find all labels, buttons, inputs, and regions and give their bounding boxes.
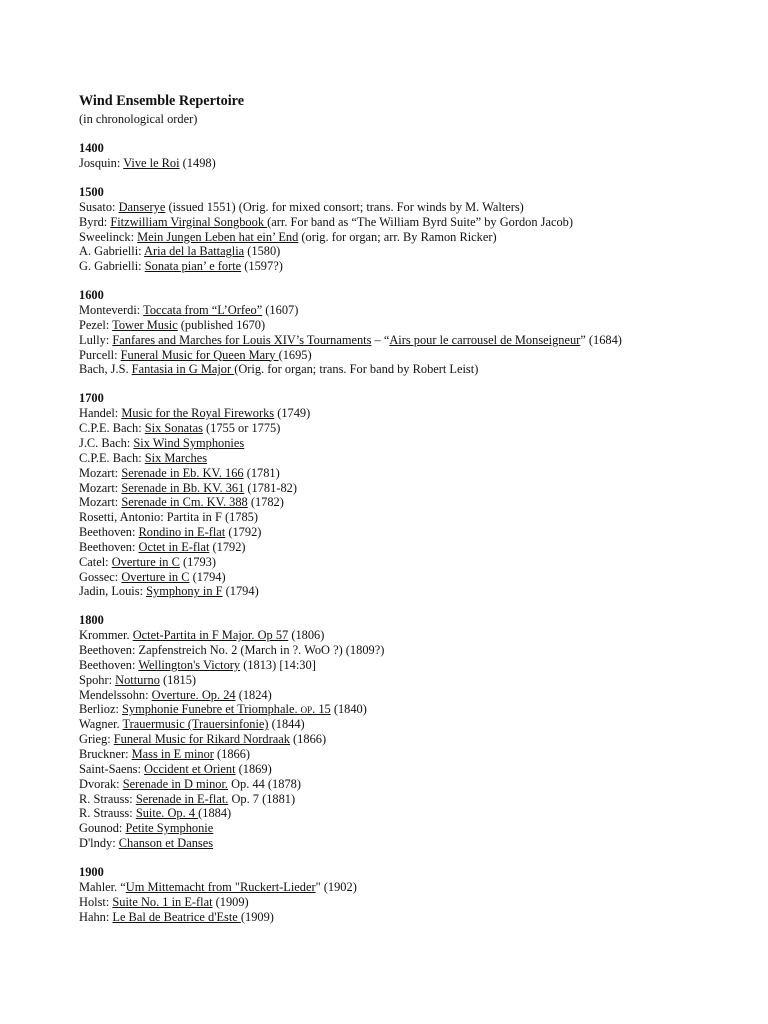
repertoire-entry <box>79 318 728 333</box>
repertoire-entry <box>79 362 728 377</box>
work-title-link[interactable] <box>121 495 247 509</box>
period-heading: 1400 <box>79 141 104 155</box>
repertoire-entry <box>79 777 728 792</box>
work-title-text: Toccata from “L’Orfeo” <box>143 303 263 318</box>
repertoire-entry <box>79 303 728 318</box>
work-title-link[interactable] <box>144 762 236 776</box>
work-details: (1824) <box>235 687 272 702</box>
repertoire-entry <box>79 688 728 703</box>
work-details: (1815) <box>159 672 197 687</box>
work-title-link[interactable] <box>145 259 241 273</box>
composer-label: C.P.E. Bach: <box>79 421 145 436</box>
work-title-link[interactable] <box>121 570 189 584</box>
period-section <box>79 185 728 274</box>
work-title-text: Trauermusic (Trauersinfonie) <box>122 717 269 732</box>
composer-label: Gossec: <box>79 569 122 584</box>
period-section <box>79 288 728 377</box>
work-title-link[interactable] <box>123 717 269 731</box>
work-title-text: Danserye <box>118 199 166 214</box>
composer-label: Bach, J.S. <box>79 362 132 377</box>
work-title-text: Fitzwilliam Virginal Songbook <box>110 214 268 229</box>
work-title-link[interactable] <box>121 466 243 480</box>
composer-label: Mahler. “ <box>79 879 126 894</box>
work-title-text: Um Mittemacht from "Ruckert-Lieder <box>125 879 316 894</box>
repertoire-entry <box>79 451 728 466</box>
work-details: (1840) <box>330 702 367 717</box>
work-title-text: Six Wind Symphonies <box>133 435 245 450</box>
period-heading: 1800 <box>79 613 104 628</box>
work-details: (arr. For band as “The William Byrd Suite” by Gordon Jacob) <box>267 214 573 229</box>
work-title-link[interactable] <box>145 421 203 435</box>
work-title-link[interactable] <box>119 836 213 850</box>
composer-label: Mendelssohn: <box>79 687 152 702</box>
work-details: " (1902) <box>315 879 357 894</box>
repertoire-entry <box>79 732 728 747</box>
repertoire-entry <box>79 717 728 732</box>
work-details: Op. 44 (1878) <box>228 776 301 791</box>
work-title-link[interactable] <box>121 348 279 362</box>
work-title-tail: . 15 <box>312 702 331 717</box>
repertoire-entry <box>79 495 728 510</box>
repertoire-entry <box>79 406 728 421</box>
work-title-text: Symphonie Funebre et Triomphale. <box>122 702 301 717</box>
work-details: (1884) <box>198 806 232 821</box>
work-details: (1866) <box>213 747 251 761</box>
work-title-link[interactable] <box>139 540 210 554</box>
work-title-link[interactable] <box>132 747 214 761</box>
repertoire-entry <box>79 880 728 895</box>
period-heading: 1900 <box>79 864 104 879</box>
work-details: (1794) <box>189 569 226 584</box>
work-details: (1869) <box>235 761 272 776</box>
work-title-text: Fantasia in G Major <box>131 362 235 377</box>
composer-label: C.P.E. Bach: <box>79 450 145 465</box>
composer-label: Dvorak: <box>79 776 123 791</box>
work-title-link[interactable] <box>112 555 180 569</box>
work-title-link[interactable] <box>138 658 240 672</box>
repertoire-entry <box>79 910 728 925</box>
work-details: (1806) <box>288 628 325 643</box>
work-title-link[interactable]: Airs pour le carrousel de Monseigneur <box>389 332 581 347</box>
repertoire-entry <box>79 628 728 643</box>
work-title-text: Serenade in Bb. KV. 361 <box>121 480 245 495</box>
work-details: (1781-82) <box>244 480 297 495</box>
work-details: – “ <box>371 332 390 347</box>
work-title-text: Music for the Royal Fireworks <box>121 406 275 421</box>
repertoire-entry <box>79 673 728 688</box>
work-title-text: Funeral Music for Queen Mary <box>120 347 279 362</box>
composer-label: Krommer. <box>79 628 133 643</box>
work-title-text: Petite Symphonie <box>125 821 214 836</box>
work-title-text: Le Bal de Beatrice d'Este <box>112 909 241 924</box>
repertoire-entry <box>79 643 728 658</box>
work-title-text: Mass in E minor <box>131 747 214 761</box>
work-title-text: Funeral Music for Rikard Nordraak <box>113 732 290 747</box>
repertoire-entry <box>79 555 728 570</box>
work-title-link[interactable] <box>121 406 274 420</box>
repertoire-entry <box>79 792 728 807</box>
work-title-link[interactable] <box>112 333 371 347</box>
composer-label: Hahn: <box>79 909 113 924</box>
work-title-text: Chanson et Danses <box>118 836 214 851</box>
period-section <box>79 391 728 599</box>
repertoire-entry <box>79 244 728 259</box>
repertoire-entry <box>79 762 728 777</box>
work-details: (1755 or 1775) <box>202 421 281 436</box>
work-details: (1866) <box>289 732 327 747</box>
work-details: (1695) <box>278 347 312 362</box>
work-title-link[interactable] <box>115 673 160 687</box>
repertoire-entry <box>79 658 728 673</box>
work-details: (1781) <box>243 465 280 480</box>
work-title-text: Six Marches <box>144 450 208 465</box>
repertoire-entry <box>79 836 728 851</box>
work-details: (1844) <box>268 717 305 732</box>
work-title-link[interactable] <box>143 303 262 317</box>
composer-label: Bruckner: <box>79 747 132 761</box>
work-details: (Orig. for organ; trans. For band by Robert Leist) <box>234 362 479 377</box>
work-title-link[interactable] <box>112 318 178 332</box>
work-title-text: Serenade in E-flat. <box>135 791 229 806</box>
repertoire-entry <box>79 584 728 599</box>
work-title-link[interactable] <box>132 362 235 376</box>
repertoire-entry <box>79 821 728 836</box>
work-details: (1792) <box>209 539 246 554</box>
work-title-smallcaps: op <box>300 702 313 717</box>
composer-label: Wagner. <box>79 717 123 732</box>
composer-label: Lully: <box>79 332 113 347</box>
work-title-text: Serenade in Eb. KV. 166 <box>121 465 244 480</box>
period-heading: 1600 <box>79 288 104 303</box>
composer-label: Beethoven: Zapfenstreich No. 2 (March in ?. WoO ?) (1809?) <box>79 643 385 658</box>
work-title-text: Fanfares and Marches for Louis XIV’s Tournaments <box>112 332 372 347</box>
work-title-text: Six Sonatas <box>144 421 203 436</box>
repertoire-entry <box>79 348 728 363</box>
period-heading: 1500 <box>79 184 104 199</box>
period-section <box>79 141 728 171</box>
work-title-text: Sonata pian’ e forte <box>144 259 242 274</box>
work-title-link[interactable] <box>114 732 290 746</box>
composer-label: Mozart: <box>79 495 122 510</box>
repertoire-entry <box>79 200 728 215</box>
composer-label: Saint-Saens: <box>79 761 145 776</box>
repertoire-entry <box>79 436 728 451</box>
work-title-text: Serenade in Cm. KV. 388 <box>121 495 248 510</box>
composer-label: Gounod: <box>79 821 126 836</box>
work-title-text: Overture in C <box>121 569 190 584</box>
repertoire-entry <box>79 466 728 481</box>
repertoire-entry <box>79 481 728 496</box>
work-details: (1498) <box>179 156 216 170</box>
work-title-link[interactable] <box>121 481 244 495</box>
work-title-text: Serenade in D minor. <box>122 776 228 791</box>
composer-label: Handel: <box>79 406 122 421</box>
work-title-text: Tower Music <box>112 317 178 332</box>
work-title-link[interactable] <box>126 880 316 894</box>
composer-label: Beethoven: <box>79 525 139 540</box>
period-section <box>79 865 728 925</box>
composer-label: Mozart: <box>79 465 122 480</box>
work-details: (1909) <box>240 909 274 924</box>
work-title-link[interactable] <box>145 451 207 465</box>
work-title-link[interactable] <box>152 688 236 702</box>
composer-label: Beethoven: <box>79 657 139 672</box>
repertoire-entry <box>79 540 728 555</box>
composer-label: Rosetti, Antonio: Partita in F (1785) <box>79 510 258 525</box>
work-details: (1597?) <box>241 259 283 274</box>
work-title-text: Notturno <box>115 672 160 687</box>
period-section <box>79 613 728 851</box>
work-details: (1749) <box>274 406 311 421</box>
composer-label: Josquin: <box>79 156 124 170</box>
composer-label: J.C. Bach: <box>79 435 134 450</box>
composer-label: Holst: <box>79 894 113 909</box>
work-title-link[interactable] <box>123 156 179 170</box>
composer-label: Jadin, Louis: <box>79 584 147 599</box>
composer-label: Spohr: <box>79 672 116 687</box>
work-title-text: Aria del la Battaglia <box>144 244 245 259</box>
document-subtitle: (in chronological order) <box>79 112 198 126</box>
work-details: (1607) <box>262 303 299 318</box>
work-title-text: Suite. Op. 4 <box>135 806 199 821</box>
repertoire-entry <box>79 747 728 762</box>
composer-label: Susato: <box>79 199 119 214</box>
repertoire-entry <box>79 156 728 171</box>
composer-label: R. Strauss: <box>79 791 136 806</box>
work-title-link[interactable] <box>136 792 229 806</box>
document-title: Wind Ensemble Repertoire <box>79 93 244 109</box>
composer-label: Mozart: <box>79 480 122 495</box>
repertoire-entry <box>79 525 728 540</box>
work-details: (1782) <box>247 495 284 510</box>
work-details: (1792) <box>225 525 262 540</box>
composer-label: Monteverdi: <box>79 303 144 318</box>
composer-label: Beethoven: <box>79 539 139 554</box>
work-details: (1909) <box>212 894 249 909</box>
work-title-text: Suite No. 1 in E-flat <box>112 894 213 909</box>
work-title-link[interactable] <box>110 215 267 229</box>
repertoire-entry <box>79 570 728 585</box>
period-heading: 1700 <box>79 391 104 406</box>
work-title-text: Vive le Roi <box>123 156 180 170</box>
repertoire-entry <box>79 230 728 245</box>
composer-label: R. Strauss: <box>79 806 136 821</box>
work-title-text: Overture in C <box>111 554 180 569</box>
work-details: Op. 7 (1881) <box>228 791 296 806</box>
composer-label: Berlioz: <box>79 702 123 717</box>
composer-label: D'lndy: <box>79 836 119 851</box>
composer-label: Purcell: <box>79 347 121 362</box>
work-title-text: Octet-Partita in F Major. Op 57 <box>132 628 289 643</box>
work-details: (issued 1551) (Orig. for mixed consort; trans. For winds by M. Walters) <box>165 199 524 214</box>
work-title-link[interactable] <box>119 200 166 214</box>
composer-label: Byrd: <box>79 214 111 229</box>
repertoire-entry <box>79 333 728 348</box>
work-details: (published 1670) <box>177 317 266 332</box>
work-title-text: Occident et Orient <box>144 761 236 776</box>
work-title-link[interactable] <box>133 436 244 450</box>
repertoire-entry <box>79 806 728 821</box>
composer-label: A. Gabrielli: <box>79 244 145 259</box>
work-title-text: Mein Jungen Leben hat ein’ End <box>137 229 299 244</box>
work-title-text: Overture. Op. 24 <box>151 687 236 702</box>
repertoire-entry <box>79 702 728 717</box>
work-title-link[interactable] <box>136 806 198 820</box>
work-title-link[interactable] <box>125 821 213 835</box>
work-details: (1580) <box>244 244 281 259</box>
work-details: (1813) [14:30] <box>240 657 316 672</box>
work-title-link[interactable] <box>137 230 298 244</box>
work-title-link[interactable] <box>139 525 226 539</box>
repertoire-entry <box>79 259 728 274</box>
work-title-link[interactable] <box>123 777 228 791</box>
repertoire-entry <box>79 510 728 525</box>
work-details: (1793) <box>179 554 216 569</box>
repertoire-entry <box>79 895 728 910</box>
work-title-link[interactable] <box>122 702 331 716</box>
work-details: (1794) <box>222 584 259 599</box>
work-title-link[interactable] <box>112 910 241 924</box>
repertoire-entry <box>79 215 728 230</box>
work-title-text: Wellington's Victory <box>138 657 241 672</box>
work-title-link[interactable] <box>144 244 244 258</box>
repertoire-entry <box>79 421 728 436</box>
work-title-link[interactable] <box>112 895 212 909</box>
work-title-link[interactable] <box>146 584 222 598</box>
composer-label: Sweelinck: <box>79 229 138 244</box>
work-title-text: Symphony in F <box>146 584 223 599</box>
repertoire-sections <box>79 141 728 924</box>
composer-label: Catel: <box>79 554 112 569</box>
work-title-text: Rondino in E-flat <box>138 525 226 540</box>
work-title-link[interactable] <box>133 628 289 642</box>
work-details: (orig. for organ; arr. By Ramon Ricker) <box>298 229 497 244</box>
composer-label: Pezel: <box>79 317 113 332</box>
work-details: ” (1684) <box>580 332 622 347</box>
composer-label: Grieg: <box>79 732 114 747</box>
composer-label: G. Gabrielli: <box>79 259 145 274</box>
work-title-text: Octet in E-flat <box>138 539 210 554</box>
